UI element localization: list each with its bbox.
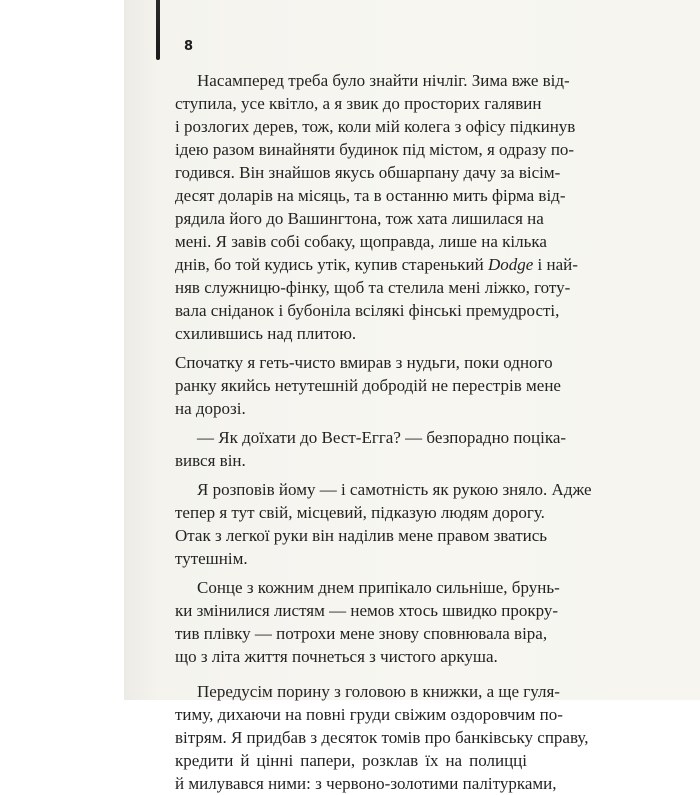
- paragraph-gap: [175, 668, 527, 680]
- text-line: мені. Я завів собі собаку, щоправда, лише на кілька: [175, 232, 547, 251]
- text-line: рядила його до Вашингтона, тож хата лишилася на: [175, 209, 544, 228]
- paragraph-6: [175, 680, 589, 795]
- text-line: що з літа життя почнеться з чистого аркуша.: [175, 647, 498, 666]
- text-line: Отак з легкої руки він наділив мене правом зватись: [175, 526, 548, 545]
- text-fragment: і най-: [533, 255, 578, 274]
- text-line: ранку якийсь нетутешній добродій не перестрів мене: [175, 376, 561, 395]
- text-line: ступила, усе квітло, а я звик до просторих галявин: [175, 94, 542, 113]
- paragraph-3: [175, 426, 567, 472]
- text-line: кредити й цінні папери, розклав їх на полицці: [175, 751, 527, 770]
- text-line: тив плівку — потрохи мене знову сповнювала віра,: [175, 624, 548, 643]
- text-line: — Як доїхати до Вест-Егга? — безпорадно поціка-: [197, 428, 567, 447]
- body-text: [175, 69, 592, 795]
- text-line: ки змінилися листям — немов хтось швидко прокру-: [175, 601, 559, 620]
- text-line: тиму, дихаючи на повні груди свіжим оздоровчим по-: [175, 705, 563, 724]
- text-line: схилившись над плитою.: [175, 324, 357, 343]
- text-line: на дорозі.: [175, 399, 246, 418]
- italic-brand-name: Dodge: [487, 255, 534, 274]
- text-line: Я розповів йому — і самотність як рукою зняло. Адже: [197, 480, 592, 499]
- text-fragment: днів, бо той кудись утік, купив старенький: [175, 255, 484, 274]
- text-line: Спочатку я геть-чисто вмирав з нудьги, поки одного: [175, 353, 553, 372]
- bookmark-ribbon: [156, 0, 160, 60]
- text-line-with-italic: [175, 253, 578, 276]
- paragraph-2: [175, 351, 561, 420]
- text-line: годився. Він знайшов якусь обшарпану дачу за вісім-: [175, 163, 561, 182]
- text-line: й милувався ними: з червоно-золотими палітурками,: [175, 774, 557, 793]
- paragraph-4: [175, 478, 592, 570]
- text-line: і розлогих дерев, тож, коли мій колега з офісу підкинув: [175, 117, 576, 136]
- paragraph-5: [175, 576, 560, 668]
- text-line: вала сніданок і бубоніла всілякі фінські премудрості,: [175, 301, 560, 320]
- text-line: десят доларів на місяць, та в останню мить фірма від-: [175, 186, 566, 205]
- text-line: ідею разом винайняти будинок під містом, я одразу по-: [175, 140, 575, 159]
- text-line: няв служницю-фінку, щоб та стелила мені ліжко, готу-: [175, 278, 571, 297]
- text-line: тепер я тут свій, місцевий, підказую людям дорогу.: [175, 503, 545, 522]
- text-line: вітрям. Я придбав з десяток томів про банківську справу,: [175, 728, 589, 747]
- text-line: Передусім порину з головою в книжки, а ще гуля-: [197, 682, 560, 701]
- page-number: 8: [184, 39, 194, 54]
- text-line: Сонце з кожним днем припікало сильніше, брунь-: [197, 578, 560, 597]
- text-line: Насамперед треба було знайти нічліг. Зима вже від-: [197, 71, 570, 90]
- text-line: вився він.: [175, 451, 246, 470]
- text-line: тутешнім.: [175, 549, 248, 568]
- paragraph-1: [175, 69, 578, 345]
